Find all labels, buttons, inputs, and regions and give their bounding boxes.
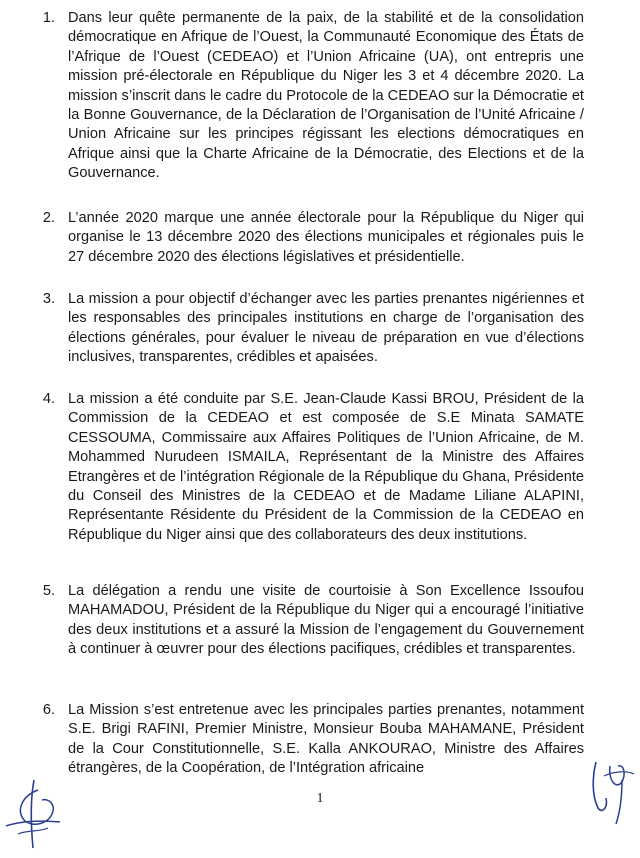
- paragraph-4: [24, 390, 584, 545]
- paragraph-5: [24, 582, 584, 660]
- paragraph-number: 3.: [42, 291, 55, 307]
- paragraph-text: La délégation a rendu une visite de courtoisie à Son Excellence Issoufou MAHAMADOU, Président de la République du Niger qui a encouragé l’initiative des deux institutions et a assuré la Mission de l’engagement du Gouvernement à continuer à œuvrer pour des élections pacifiques, crédibles et transparentes.: [68, 583, 584, 658]
- signature-left-icon: [4, 776, 64, 851]
- paragraph-number: 6.: [42, 702, 55, 718]
- paragraph-6: [24, 701, 584, 779]
- paragraph-text: La mission a été conduite par S.E. Jean-Claude Kassi BROU, Président de la Commission de la CEDEAO et est composée de S.E Minata SAMATE CESSOUMA, Commissaire aux Affaires Politiques de l’Union Africaine, de M. Mohammed Nurudeen ISMAILA, Représentant de la Ministre des Affaires Etrangères et de l’intégration Régionale de la République du Ghana, Présidente du Conseil des Ministres de la CEDEAO et de Madame Liliane ALAPINI, Représentante Résidente du Président de la Commission de la CEDEAO en République du Niger ainsi que des collaborateurs des deux institutions.: [68, 391, 584, 543]
- paragraph-1: [24, 9, 584, 184]
- paragraph-number: 1.: [42, 10, 55, 26]
- paragraph-2: [24, 209, 584, 267]
- paragraph-number: 4.: [42, 391, 55, 407]
- paragraph-text: La Mission s’est entretenue avec les principales parties prenantes, notamment S.E. Brigi RAFINI, Premier Ministre, Monsieur Bouba MAHAMANE, Président de la Cour Constitutionnelle, S.E. Kalla ANKOURAO, Ministre des Affaires étrangères, de la Coopération, de l’Intégration africaine: [68, 702, 584, 777]
- signature-right-icon: [586, 756, 636, 828]
- paragraph-number: 2.: [42, 210, 55, 226]
- page-number: 1: [316, 791, 324, 806]
- paragraph-3: [24, 290, 584, 368]
- paragraph-number: 5.: [42, 583, 55, 599]
- paragraph-text: Dans leur quête permanente de la paix, de la stabilité et de la consolidation démocratique en Afrique de l’Ouest, la Communauté Economique des États de l’Afrique de l’Ouest (CEDEAO) et l’Union Africaine (UA), ont entrepris une mission pré-électorale en République du Niger les 3 et 4 décembre 2020. La mission s’inscrit dans le cadre du Protocole de la CEDEAO sur la Démocratie et la Bonne Gouvernance, de la Déclaration de l’Organisation de l’Unité Africaine / Union Africaine sur les principes régissant les elections démocratiques en Afrique ainsi que la Charte Africaine de la Démocratie, des Elections et de la Gouvernance.: [68, 10, 584, 182]
- paragraph-text: L’année 2020 marque une année électorale pour la République du Niger qui organise le 13 décembre 2020 des élections municipales et régionales puis le 27 décembre 2020 des élections législatives et présidentielle.: [68, 210, 584, 265]
- paragraph-text: La mission a pour objectif d’échanger avec les parties prenantes nigériennes et les responsables des principales institutions en charge de l’organisation des élections générales, pour évaluer le niveau de préparation en vue d’élections inclusives, transparentes, crédibles et apaisées.: [68, 291, 584, 366]
